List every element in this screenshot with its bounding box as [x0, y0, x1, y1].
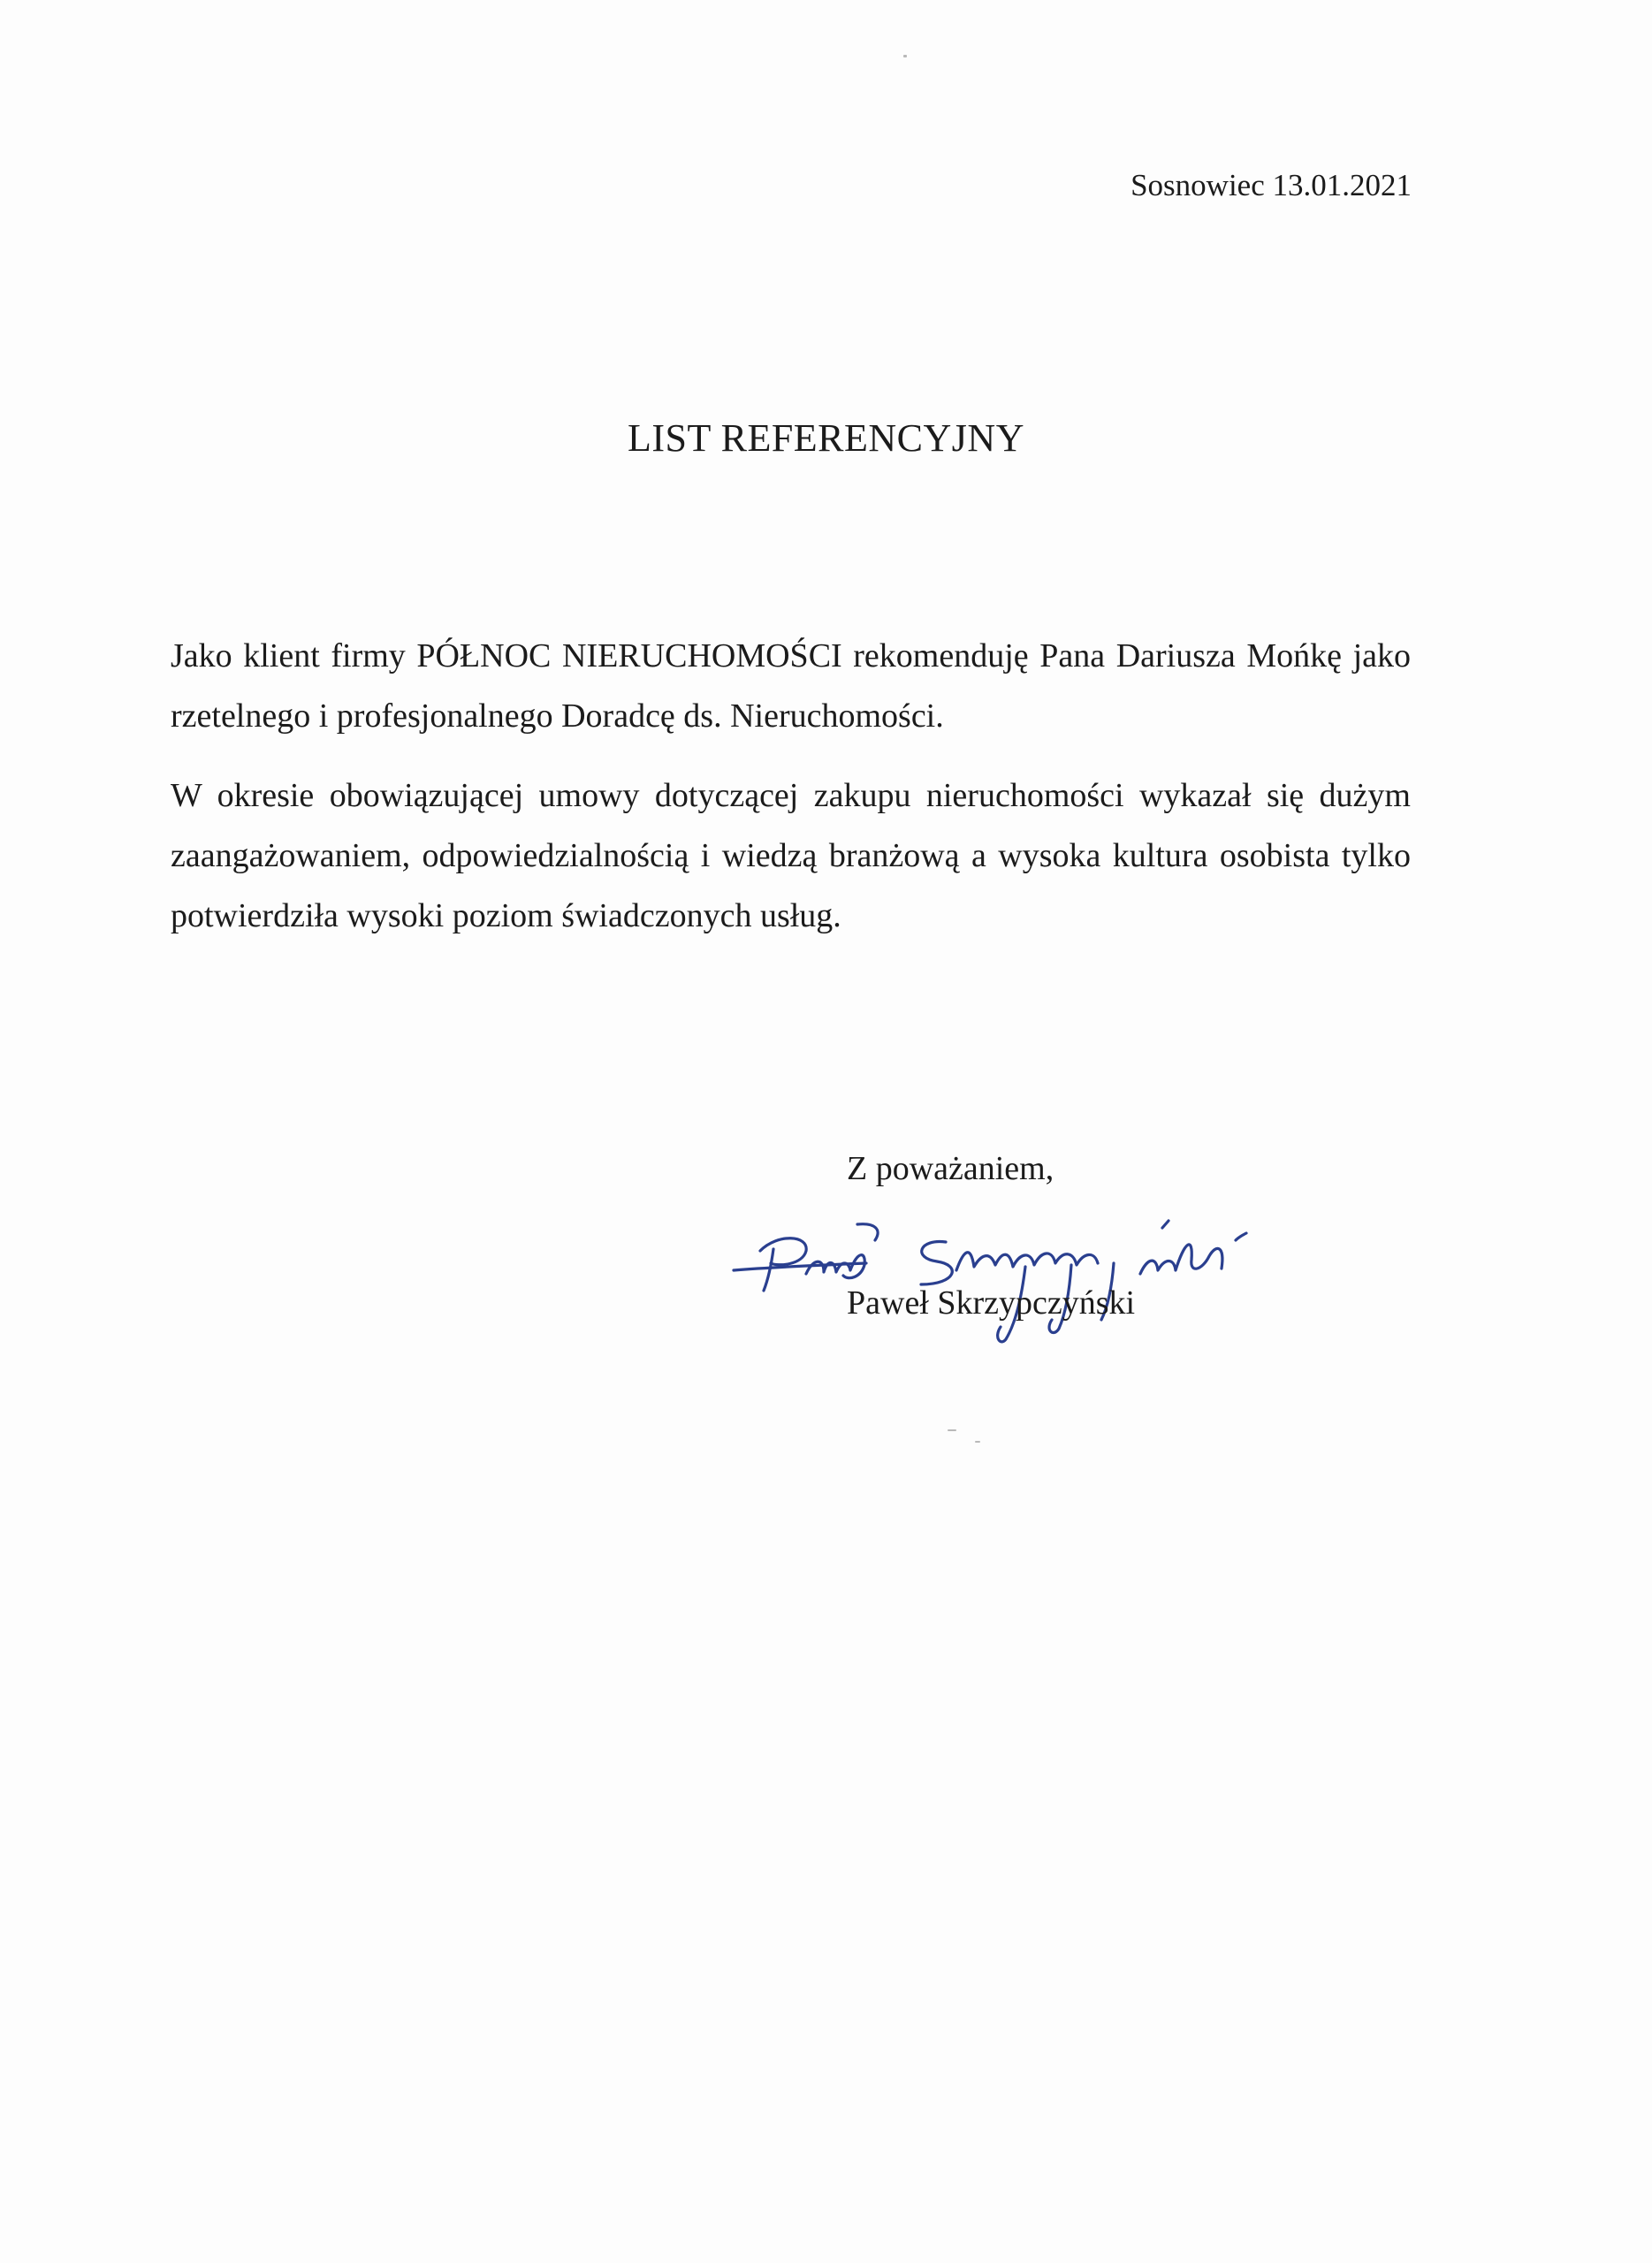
scan-speck: [903, 55, 907, 57]
closing-salutation: Z poważaniem,: [847, 1150, 1054, 1187]
handwritten-signature: [725, 1189, 1308, 1366]
letter-title: LIST REFERENCYJNY: [628, 416, 1024, 460]
paragraph-recommendation: Jako klient firmy PÓŁNOC NIERUCHOMOŚCI rekomenduję Pana Dariusza Mońkę jako rzetelnego i profesjonalnego Doradcę ds. Nieruchomości.: [171, 637, 1411, 735]
scan-speck: [975, 1441, 980, 1443]
place-and-date: Sosnowiec 13.01.2021: [1131, 168, 1412, 202]
scan-speck: [948, 1429, 956, 1431]
signer-name: Paweł Skrzypczyński: [847, 1284, 1136, 1322]
paragraph-details: W okresie obowiązującej umowy dotyczącej zakupu nieruchomości wykazał się dużym zaangażowaniem, odpowiedzialnością i wiedzą branżową a wysoka kultura osobista tylko potwierdziła wysoki poziom świadczonych usług.: [171, 777, 1411, 934]
letter-body: [171, 626, 1411, 965]
